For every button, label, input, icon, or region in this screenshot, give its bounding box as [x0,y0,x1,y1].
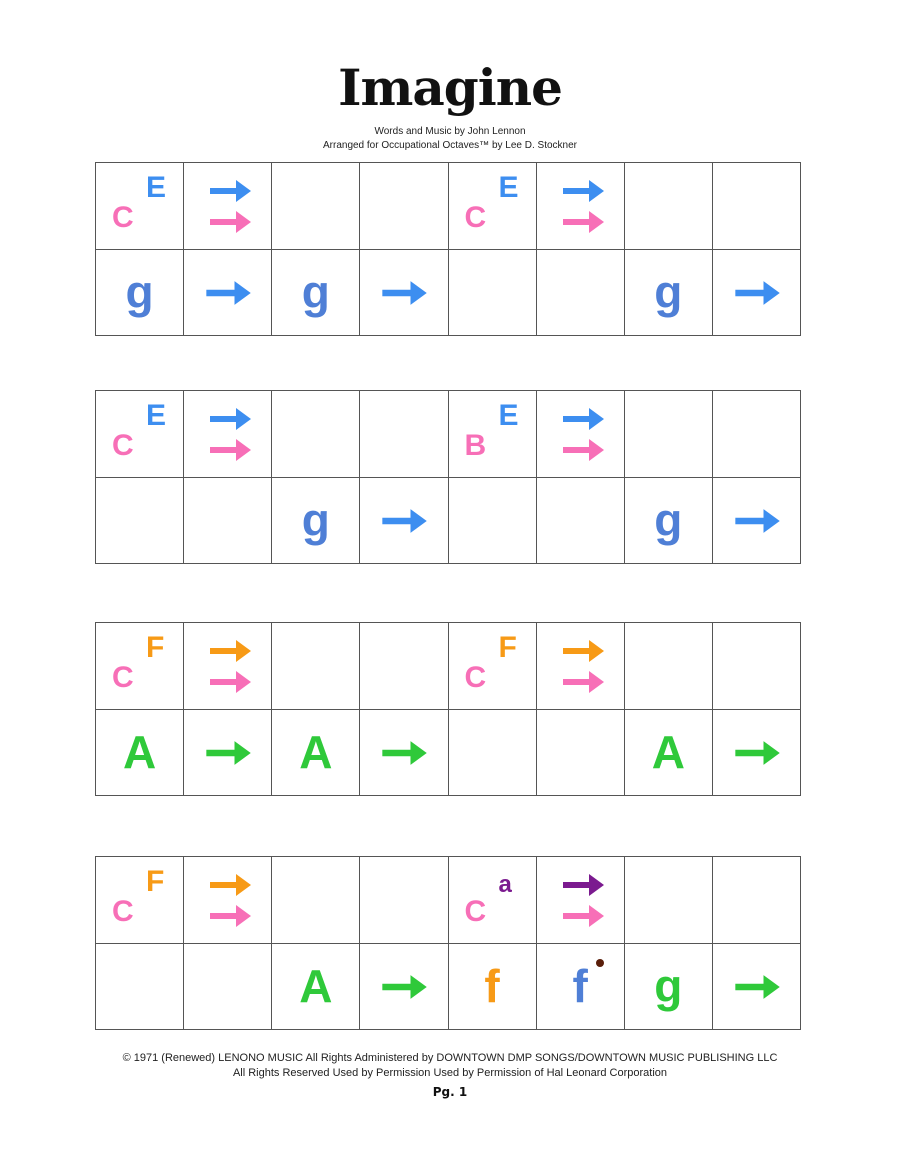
right-arrow-icon [208,438,252,462]
chord-cell [96,857,184,944]
bass-cell [449,478,537,565]
right-arrow-icon [733,280,781,306]
chord-cell [184,623,272,710]
chord-cell [449,857,537,944]
hold-arrows [208,407,252,463]
chord-cell [360,857,448,944]
chord-cell [360,623,448,710]
bass-note: g [125,266,154,319]
hold-arrows [208,873,252,929]
chord-high-note: E [498,171,519,204]
chord-cell [625,623,713,710]
chord-low-note: C [464,201,487,234]
right-arrow-icon [561,670,605,694]
bass-note: A [651,726,685,779]
bass-cell [360,944,448,1031]
chord-cell [96,623,184,710]
bass-cell [449,250,537,337]
right-arrow-icon [208,639,252,663]
chord-cell [272,623,360,710]
bass-note: A [299,960,333,1013]
chord-low-note: C [112,429,134,462]
right-arrow-icon [561,873,605,897]
chord-cell [449,163,537,250]
bass-cell [96,944,184,1031]
chord-cell [713,163,801,250]
right-arrow-icon [561,639,605,663]
bass-cell [272,250,360,337]
hold-arrows [208,179,252,235]
bass-cell [713,478,801,565]
bass-cell [713,710,801,797]
chord-cell [625,857,713,944]
bass-cell [96,250,184,337]
bass-cell [625,250,713,337]
hold-arrows [561,407,605,463]
right-arrow-icon [561,407,605,431]
right-arrow-icon [208,873,252,897]
chord-cell [360,163,448,250]
bass-cell [625,944,713,1031]
chord-high-note: F [498,631,517,664]
chord-cell [360,391,448,478]
credits-arranger: Arranged for Occupational Octaves™ by Lee D. Stockner [322,140,577,151]
chord-cell [184,391,272,478]
chord-low-note: C [112,895,134,928]
right-arrow-icon [380,508,428,534]
chord-cell [184,857,272,944]
page-number: Pg. 1 [432,1085,468,1099]
right-arrow-icon [380,280,428,306]
chord-low-note: B [464,429,487,462]
bass-note: f [484,960,500,1013]
chord-cell [184,163,272,250]
bass-note: g [654,266,683,319]
right-arrow-icon [733,974,781,1000]
bass-cell [625,478,713,565]
right-arrow-icon [204,740,252,766]
chord-cell [96,163,184,250]
bass-cell [184,944,272,1031]
bass-cell [360,250,448,337]
bass-cell [96,710,184,797]
copyright-line: © 1971 (Renewed) LENONO MUSIC All Rights Administered by DOWNTOWN DMP SONGS/DOWNTOWN MUSIC PUBLISHING LLC [122,1052,778,1064]
hold-arrows [561,639,605,695]
bass-cell [537,944,625,1031]
bass-cell [360,478,448,565]
right-arrow-icon [208,179,252,203]
bass-cell [449,944,537,1031]
chord-high-note: a [498,871,512,898]
chord-cell [713,623,801,710]
bass-cell [272,710,360,797]
chord-cell [537,163,625,250]
chord-high-note: E [146,399,167,432]
chord-cell [537,391,625,478]
bass-cell [713,250,801,337]
right-arrow-icon [561,438,605,462]
bass-cell [184,478,272,565]
bass-cell [184,710,272,797]
right-arrow-icon [380,974,428,1000]
chord-cell [625,163,713,250]
bass-cell [96,478,184,565]
chord-cell [537,623,625,710]
bass-note: f [572,960,588,1013]
bass-cell [360,710,448,797]
bass-cell [537,250,625,337]
right-arrow-icon [561,179,605,203]
right-arrow-icon [208,210,252,234]
bass-cell [272,478,360,565]
chord-high-note: E [146,171,167,204]
bass-cell [537,710,625,797]
credits-words-music: Words and Music by John Lennon [374,126,526,137]
chord-cell [449,391,537,478]
chord-cell [272,391,360,478]
bass-cell [449,710,537,797]
bass-cell [625,710,713,797]
system-3 [95,622,801,796]
hold-arrows [561,873,605,929]
bass-cell [184,250,272,337]
chord-low-note: C [464,895,487,928]
chord-high-note: F [146,865,165,898]
chord-cell [713,857,801,944]
bass-cell [537,478,625,565]
chord-high-note: E [498,399,519,432]
chord-cell [272,163,360,250]
system-1 [95,162,801,336]
bass-note: g [301,266,330,319]
chord-low-note: C [112,201,134,234]
page-title: Imagine [338,58,562,117]
hold-arrows [208,639,252,695]
chord-high-note: F [146,631,165,664]
bass-note: A [122,726,157,779]
bass-cell [713,944,801,1031]
right-arrow-icon [561,904,605,928]
bass-note: g [301,494,330,547]
right-arrow-icon [733,740,781,766]
chord-cell [537,857,625,944]
chord-cell [713,391,801,478]
chord-low-note: C [112,661,134,694]
rights-line: All Rights Reserved Used by Permission Used by Permission of Hal Leonard Corporation [232,1067,668,1079]
right-arrow-icon [208,670,252,694]
system-4 [95,856,801,1030]
bass-note: A [299,726,333,779]
chord-cell [272,857,360,944]
chord-cell [96,391,184,478]
right-arrow-icon [208,904,252,928]
right-arrow-icon [561,210,605,234]
chord-cell [449,623,537,710]
right-arrow-icon [208,407,252,431]
right-arrow-icon [380,740,428,766]
system-2 [95,390,801,564]
dot-icon [596,959,604,967]
hold-arrows [561,179,605,235]
chord-low-note: C [464,661,487,694]
bass-cell [272,944,360,1031]
chord-cell [625,391,713,478]
right-arrow-icon [733,508,781,534]
bass-note: g [654,960,683,1013]
bass-note: g [654,494,683,547]
right-arrow-icon [204,280,252,306]
